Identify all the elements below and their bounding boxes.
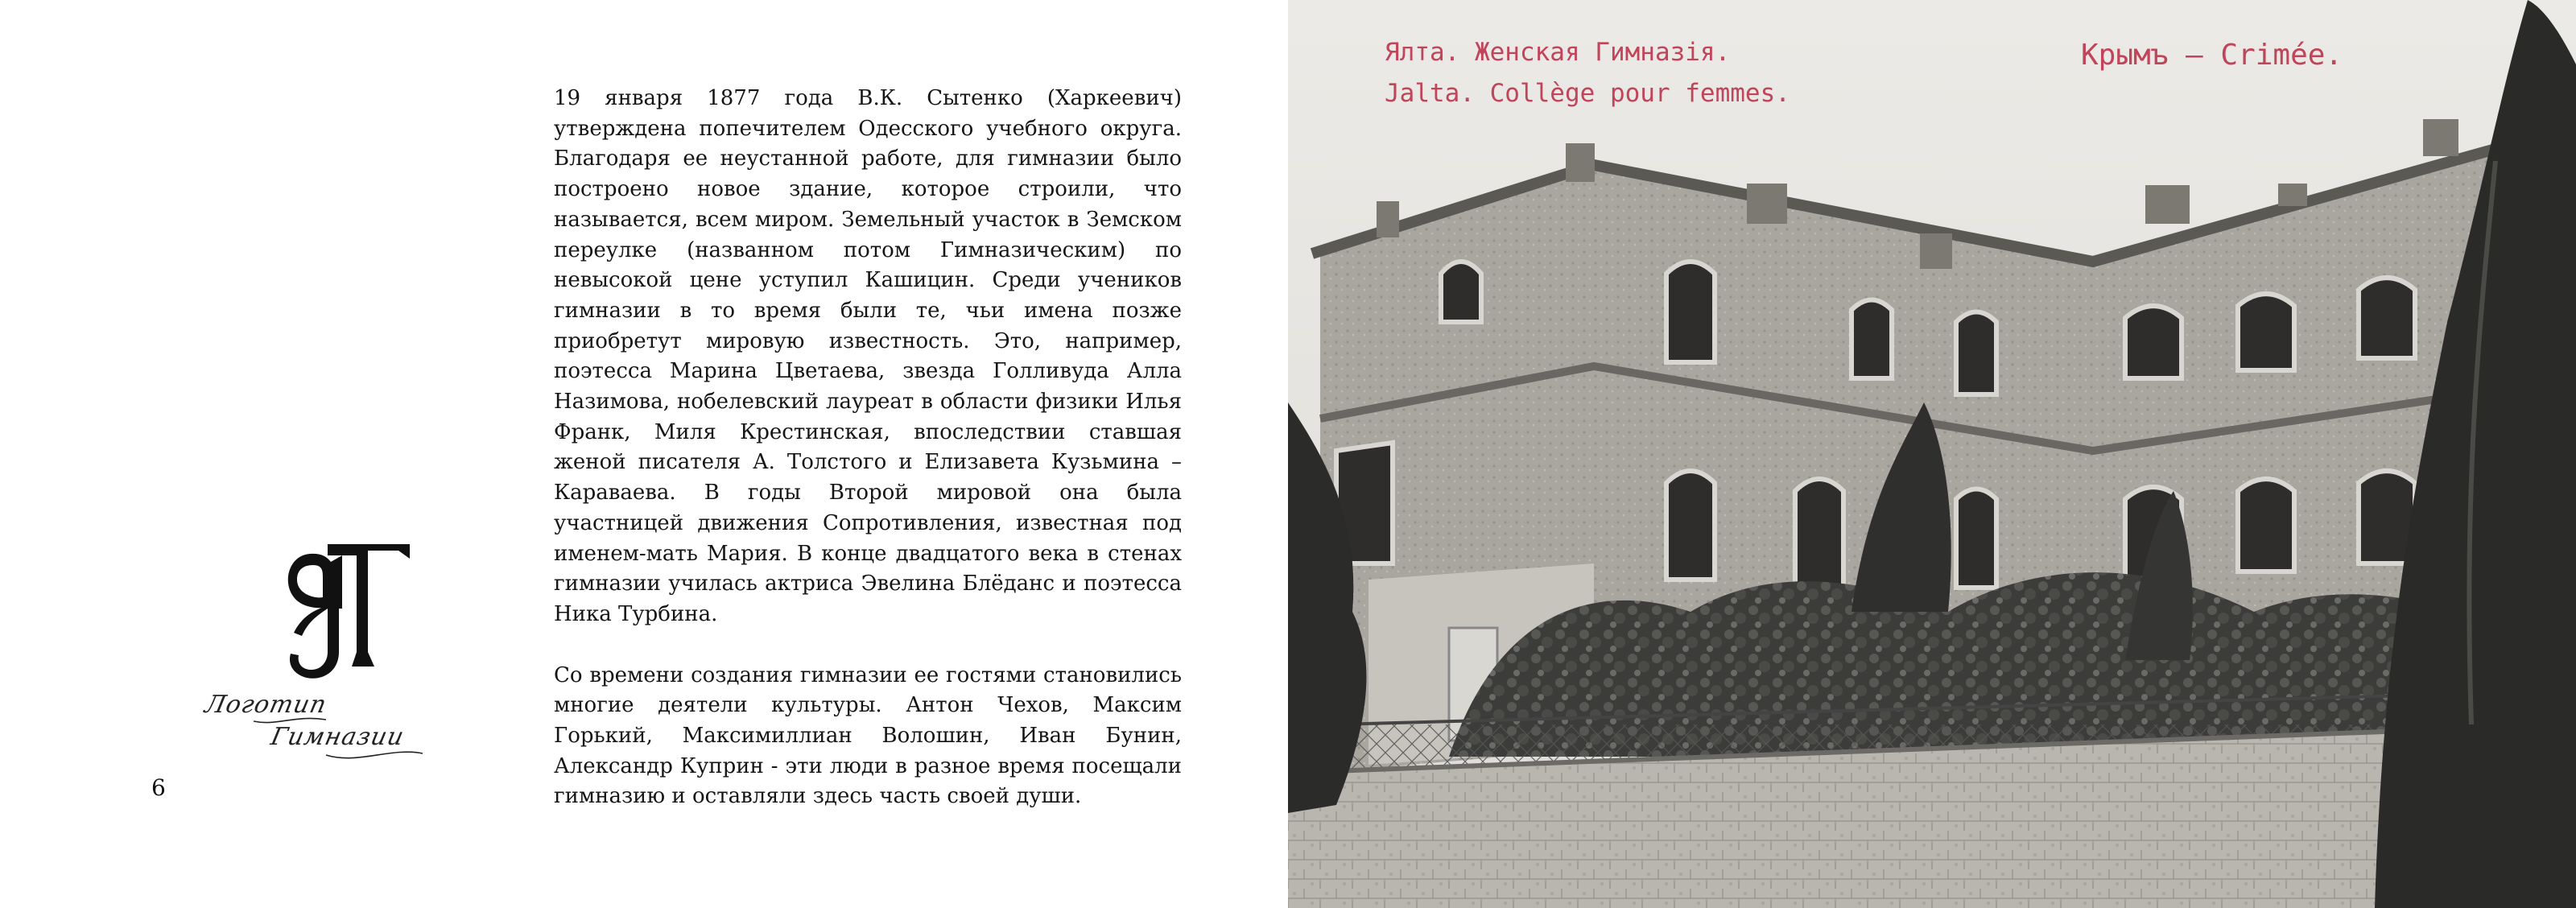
gymnasium-building-photo [1288,0,2576,908]
gymnasium-logo [278,531,415,684]
body-text [554,84,1182,812]
right-page [1288,0,2576,908]
postcard-caption-crimea: Крымъ — Crimée. [2081,39,2343,72]
page-number: 6 [151,774,166,801]
logo-caption-line2: Гимназии [268,723,407,751]
paragraph-guests: Со времени создания гимназии ее гостями становились многие деятели культуры. Антон Чехов, Максим Горький, Максимиллиан Волошин, Иван Бунин, Александр Куприн - эти люди в разное время посещали гимназию и оставляли здесь часть своей души. [554,662,1182,809]
caption-flourish [205,691,431,779]
logo-caption-line1: Логотип [202,691,330,719]
postcard-caption-french: Jalta. Collège pour femmes. [1385,79,1790,108]
paragraph-history: 19 января 1877 года В.К. Сытенко (Харкеевич) утверждена попечителем Одесского учебного округа. Благодаря ее неустанной работе, для гимназии было построено новое здание, которое строили, что называется, всем миром. Земельный участок в Земском переулке (названном потом Гимназическим) по невысокой цене уступил Кашицин. Среди учеников гимназии в то время были те, чьи имена позже приобретут мировую известность. Это, например, поэтесса Марина Цветаева, звезда Голливуда Алла Назимова, нобелевский лауреат в области физики Илья Франк, Миля Крестинская, впоследствии ставшая женой писателя А. Толстого и Елизавета Кузьмина – Караваева. В годы Второй мировой она была участницей движения Сопротивления, известная под именем-мать Мария. В конце двадцатого века в стенах гимназии училась актриса Эвелина Блёданс и поэтесса Ника Турбина. [554,86,1182,626]
logo-caption [202,691,431,779]
postcard-caption-russian: Ялта. Женская Гимназія. [1385,38,1731,67]
